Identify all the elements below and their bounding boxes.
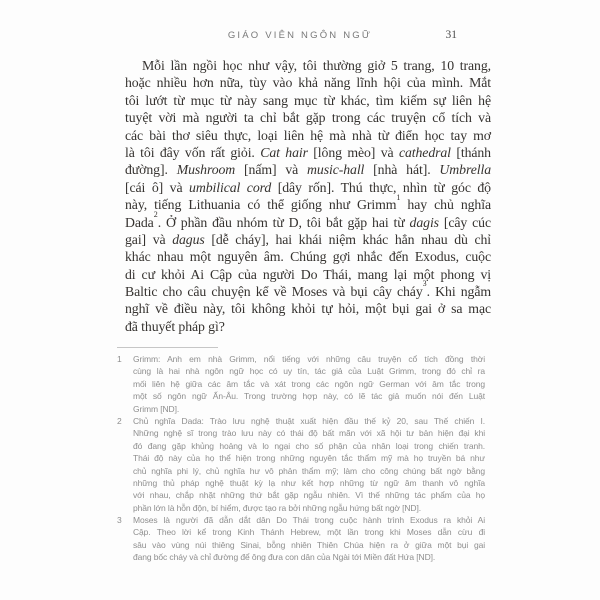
italic-term: Mushroom xyxy=(176,162,236,178)
italic-term: Umbrella xyxy=(439,162,491,178)
footnote-item xyxy=(117,415,485,514)
footnote-line: Những nghệ sĩ trong trào lưu này có thái độ bất mãn với xã hội tư bản hiện đại khi xyxy=(133,428,485,439)
italic-term: dagis xyxy=(409,214,439,230)
footnote-line: cùng là hai nhà ngôn ngữ học có uy tín, tác giả của Luật Grimm, trong đó chỉ ra xyxy=(133,366,485,377)
footnote-line: mối liên hệ giữa các âm tắc và xát trong các ngôn ngữ German với âm tắc trong xyxy=(133,378,485,389)
body-text-line: tuyệt vời mà người ta chỉ bắt gặp trong các truyện cổ tích và xyxy=(125,110,491,126)
italic-term: umbilical cord xyxy=(189,179,272,195)
footnote-text xyxy=(133,514,485,564)
body-text-line: Mỗi lần ngồi học như vậy, tôi thường giở 5 trang, 10 trang, xyxy=(142,58,491,73)
footnote-text xyxy=(133,353,485,415)
italic-term: Cat hair xyxy=(260,144,308,160)
footnote-line: Thái độ này của họ thể hiện trong những nguyên tắc thẩm mỹ mà họ truyền bá như xyxy=(133,453,485,464)
footnote-line: đang bốc cháy và chỉ đường để ông đưa con dân của Ngài tới Miền đất Hứa [ND]. xyxy=(133,552,436,563)
footnote-line: Chủ nghĩa Dada: Trào lưu nghệ thuật xuất hiện đầu thế kỷ 20, sau Thế chiến I. xyxy=(133,415,485,426)
footnote-line: Grimm [ND]. xyxy=(133,403,180,414)
body-text-line: đã thuyết pháp gì? xyxy=(125,318,225,334)
body-text-line: các bài thơ siêu thực, loại liên hệ mà nhà từ điển học tay mơ xyxy=(125,127,491,143)
footnote-number: 1 xyxy=(117,354,122,364)
body-text-line: tôi lướt từ mục từ này sang mục từ khác, tìm kiếm sự liên hệ xyxy=(125,92,491,108)
footnotes-section xyxy=(117,353,485,564)
footnote-separator xyxy=(117,347,218,348)
body-text-line: Baltic cho câu chuyện kể về Moses và bụi cây cháy$^3$. Khi ngẫm xyxy=(125,279,491,300)
body-text-line: khác nhau một nguyên âm. Chúng gợi nhắc đến Exodus, cuộc xyxy=(125,249,491,265)
body-text-line: gai] và dagus [dễ cháy], hai khái niệm khác hẳn nhau dù chỉ xyxy=(125,231,492,247)
footnote-line: với nhau, chắp nhặt những thứ bắt gặp ngẫu nhiên. Vì thế những tác phẩm của họ xyxy=(133,490,485,501)
footnote-line: Grimm: Anh em nhà Grimm, nổi tiếng với những câu truyện cổ tích đồng thời xyxy=(133,354,485,364)
footnote-line: Cập. Theo lời kể trong Kinh Thánh Hebrew, một lần trong khi Moses dẫn cừu đi xyxy=(133,527,485,538)
footnote-line: sâu vào vùng núi thiêng Sinai, bỗng nhiên Thiên Chúa hiện ra ở giữa một bụi gai xyxy=(133,539,485,550)
body-text-line: di cư khỏi Ai Cập của người Do Thái, mang lại một phong vị xyxy=(125,266,491,282)
footnote-line: Moses là người đã dẫn dắt dân Do Thái trong cuộc hành trình Exodus ra khỏi Ai xyxy=(133,515,485,526)
footnote-reference: 2 xyxy=(153,209,158,219)
footnote-line: đó đang gặp khủng hoảng và lo ngại cho số phận của nhân loại trong chiến tranh. xyxy=(133,440,485,451)
footnote-reference: 3 xyxy=(422,279,427,289)
body-text-line: Dada$^2$. Ở phần đầu nhóm từ D, tôi bắt gặp hai từ dagis [cây cúc xyxy=(125,209,491,230)
footnote-line: phần lớn là hỗn độn, bí hiểm, được tạo ra bởi những ngẫu hứng bất ngờ [ND]. xyxy=(133,502,421,513)
footnote-item xyxy=(117,353,485,415)
italic-term: dagus xyxy=(172,231,205,247)
italic-term: music-hall xyxy=(307,162,365,178)
footnote-line: chủ nghĩa phi lý, chủ nghĩa hư vô phản thẩm mỹ; làm cho công chúng bất ngờ bằng xyxy=(133,465,485,476)
italic-term: cathedral xyxy=(398,144,451,160)
body-text-line: nghĩ về điều này, tôi không khỏi tự hỏi, một bụi gai ở sa mạc xyxy=(125,301,491,317)
body-text-line: đường]. Mushroom [nấm] và music-hall [nhà hát]. Umbrella xyxy=(125,162,491,178)
body-text-line: này, tiếng Lithuania có thể giống như Grimm$^1$ hay chủ nghĩa xyxy=(125,192,491,213)
footnote-line: những thủ pháp nghệ thuật kỳ lạ như kết hợp những từ ngữ âm thanh vô nghĩa xyxy=(133,477,485,488)
footnote-text xyxy=(133,415,485,514)
footnote-number: 2 xyxy=(117,415,122,426)
footnote-line: một số ngôn ngữ Ấn-Âu. Trong trường hợp này, có lẽ tác giả muốn nói đến Luật xyxy=(133,391,485,402)
body-paragraph xyxy=(125,57,491,335)
body-text-line: hoặc nhiều hơn nữa, tùy vào khả năng lĩnh hội của mình. Mắt xyxy=(125,75,491,91)
page-number: 31 xyxy=(445,29,457,41)
footnote-number: 3 xyxy=(117,515,122,526)
body-text-line: là tôi đây vốn rất giỏi. Cat hair [lông mèo] và cathedral [thánh xyxy=(125,144,491,160)
footnote-item xyxy=(117,514,485,564)
footnote-reference: 1 xyxy=(396,192,401,202)
running-header: GIÁO VIÊN NGÔN NGỮ xyxy=(227,30,373,41)
body-text-line: [cái ô] và umbilical cord [dây rốn]. Thú thực, nhìn từ góc độ xyxy=(125,179,491,195)
